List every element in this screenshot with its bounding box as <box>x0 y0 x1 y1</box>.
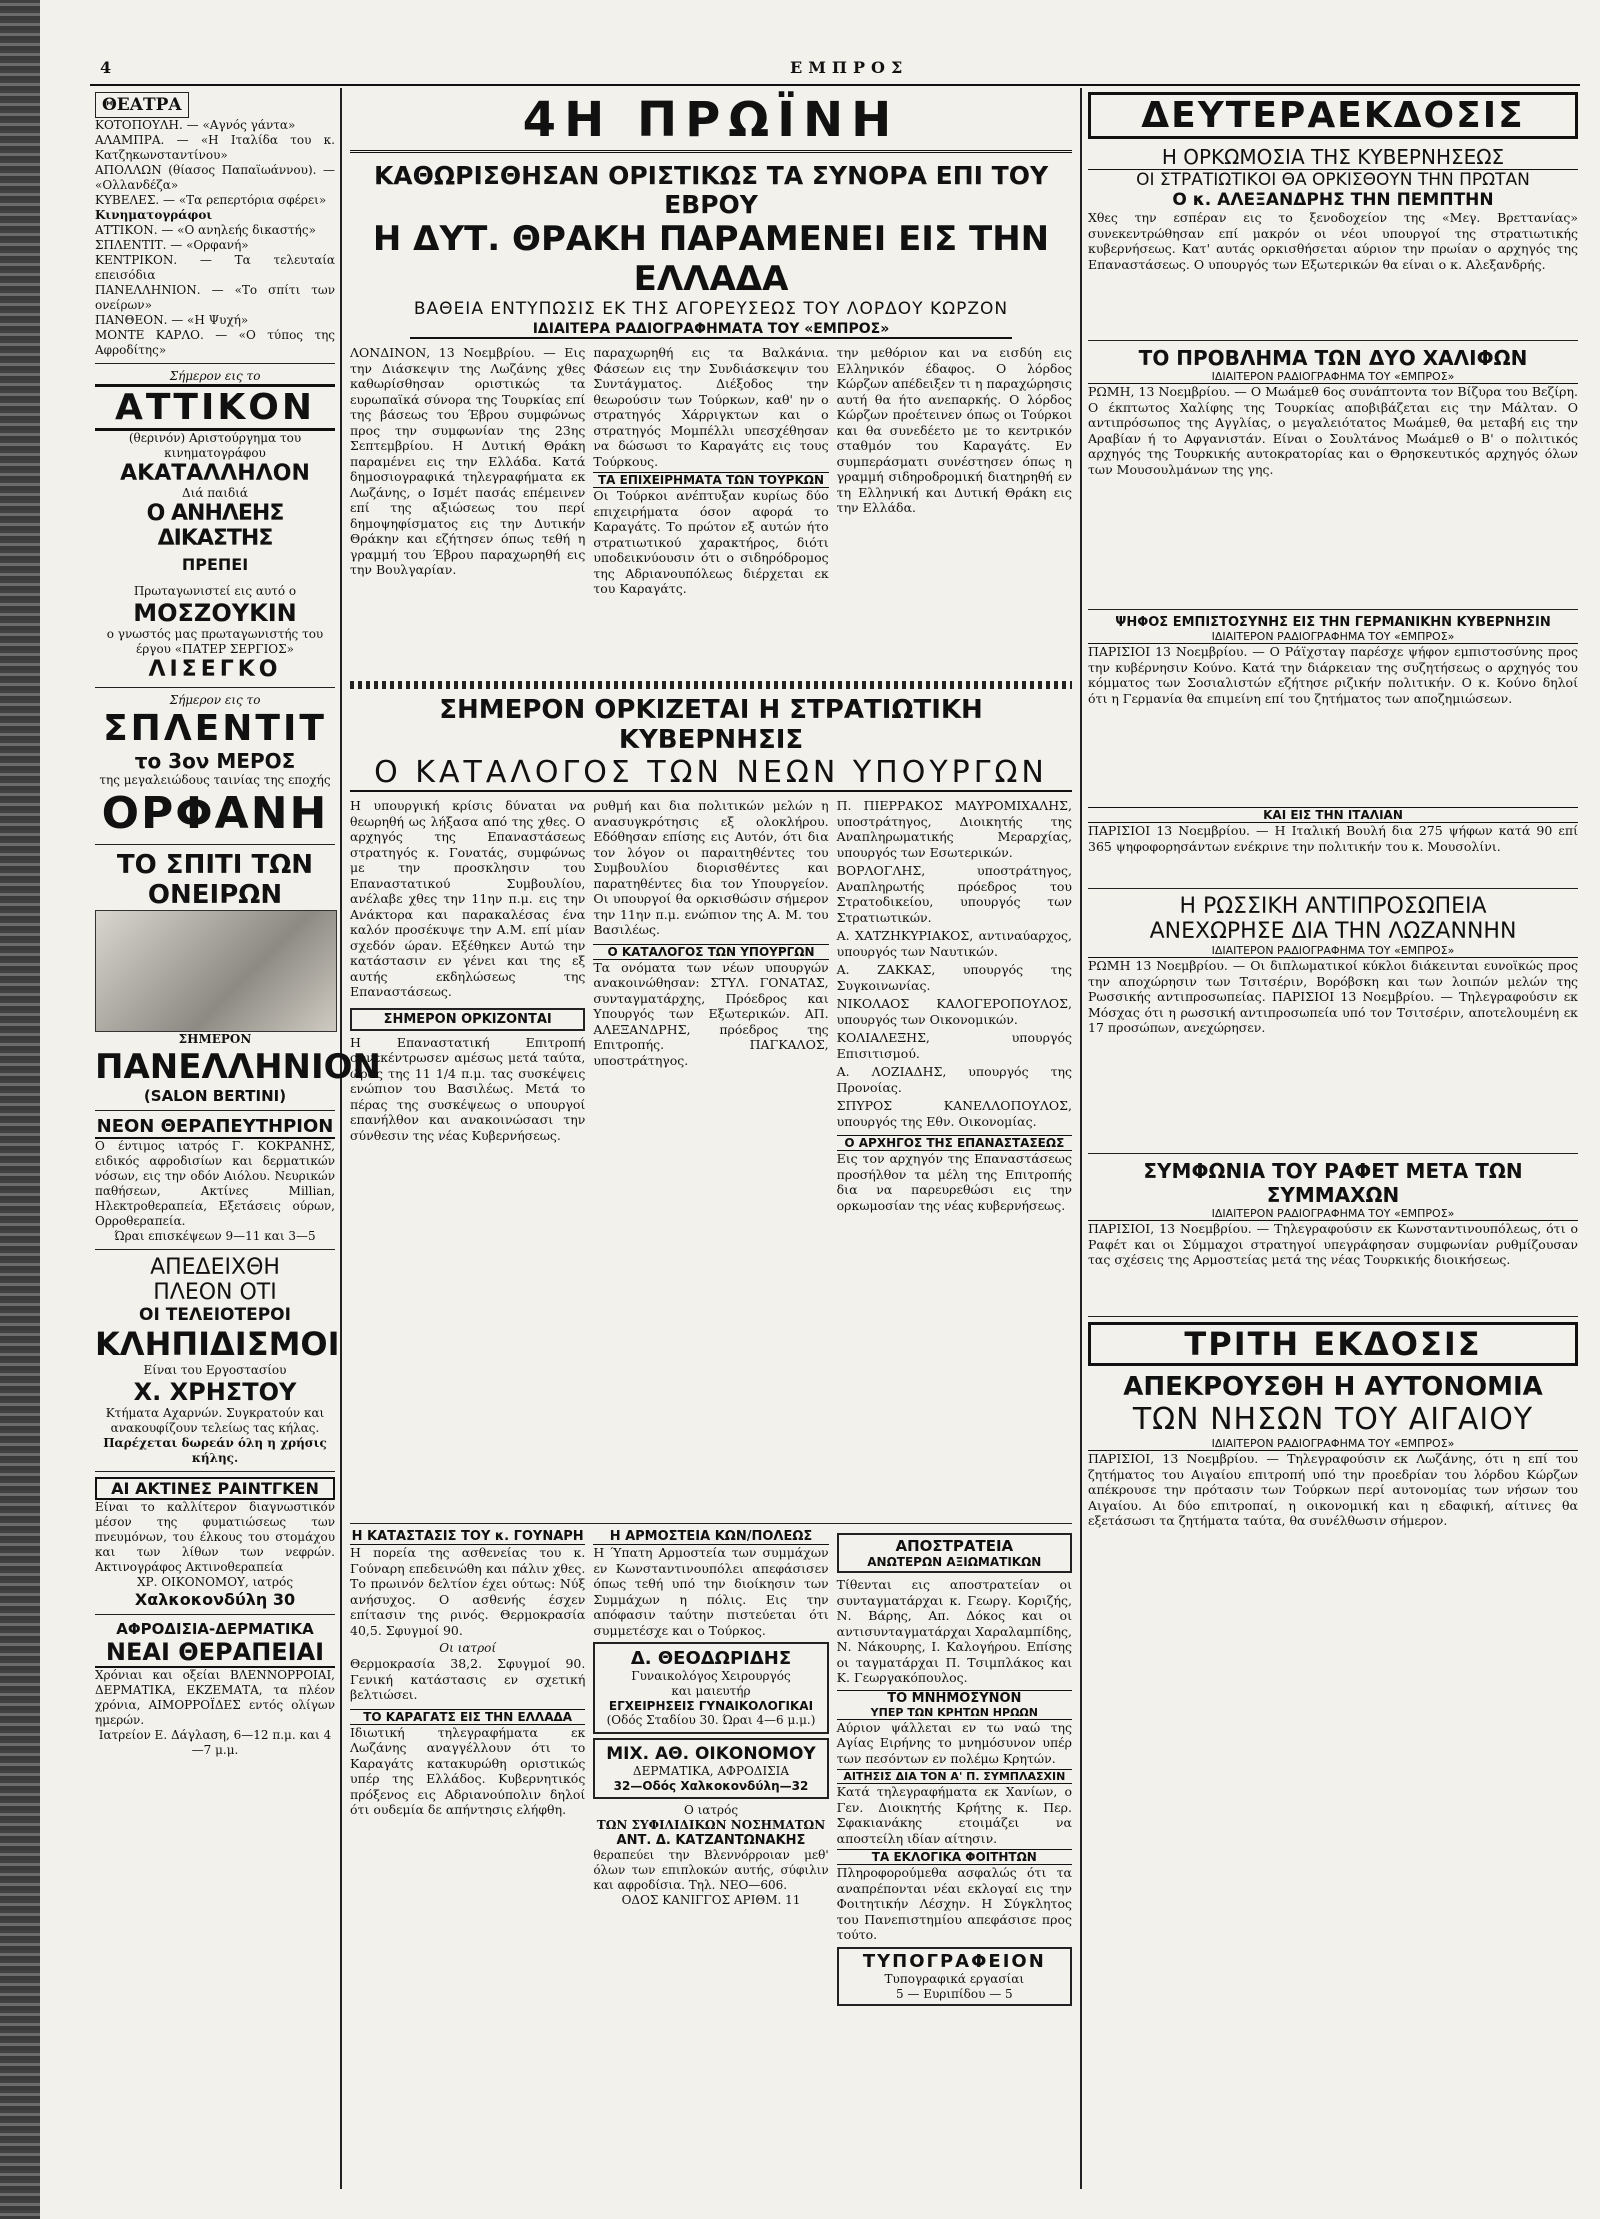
text-column <box>593 1529 828 2149</box>
ad-oikonomou <box>593 1738 828 1799</box>
theatre-line: ΜΟΝΤΕ ΚΑΡΛΟ. — «Ο τύπος της Αφροδίτης» <box>95 328 335 357</box>
edition-label: ΔΕΥΤΕΡΑΕΚΔΟΣΙΣ <box>1088 92 1578 139</box>
ad-address: Κτήματα Αχαρνών. Συγκρατούν και ανακουφίζουν τελείως τας κήλας. <box>105 1406 325 1435</box>
ad-venue: ΠΑΝΕΛΛΗΝΙΟΝ <box>95 1047 381 1087</box>
section-subheading: Ο ΚΑΤΑΛΟΓΟΣ ΤΩΝ ΥΠΟΥΡΓΩΝ <box>593 944 828 960</box>
section-box <box>350 1008 585 1031</box>
lower-center <box>350 1529 1072 2149</box>
article-text: ρυθμή και δια πολιτικών μελών η ανασυγκρότησις εξ ολοκλήρου. Εδόθησαν επίσης εις Αυτόν, ότι δια τον λόγον οι παραιτηθέντες του Συμβουλίου διορισθέντες και παρατηθέντες δια τον Υπουργείον. Οι υπουργοί θα ορκισθώσιν σήμερον την 11ην π.μ. ενώπιον της Α. Μ. του Βασιλέως. <box>593 798 829 937</box>
section-subheading: ΥΠΕΡ ΤΩΝ ΚΡΗΤΩΝ ΗΡΩΩΝ <box>837 1706 1072 1720</box>
minister-line: Α. ΖΑΚΚΑΣ, υπουργός της Συγκοινωνίας. <box>836 962 1072 993</box>
article-text: ΠΑΡΙΣΙΟΙ, 13 Νοεμβρίου. — Τηλεγραφούσιν εκ Λωζάνης, ότι η επί του ζητήματος του Αιγαίου επιτροπή υπό την προεδρίαν του λόρδου Κώρζων απέκρουσε την πρότασιν των Τούρκων περί αυτονομίας των νήσων του Αιγαίου. Αι δύο επιτροπαί, η οικονομική και η εδαφική, αίτινες θα εξετάσωσι τα ζητήματα ταύτα, θα συνέλθωσιν σήμερον. <box>1088 1451 1578 1528</box>
ad-kleptidismoi <box>95 1255 340 1466</box>
ad-star-note: ο γνωστός μας πρωταγωνιστής του έργου «ΠΑΤΕΡ ΣΕΡΓΙΟΣ» <box>106 627 324 656</box>
divider <box>95 844 335 845</box>
ad-venue-sub: (SALON BERTINI) <box>143 1087 287 1105</box>
center-column <box>350 92 1072 2182</box>
article-text: Τίθενται εις αποστρατείαν οι συνταγματάρχαι κ. Γεωργ. Κοριζής, Ν. Βάρης, Απ. Δόκος και οι αντισυνταγματάρχαι Χαραλαμπίδης, Ν. Νάκουρης, Ι. Καλογήρου. Επίσης οι ταγματάρχαι Π. Τσιμπλάκος και Κ. Γεωργακόπουλος. <box>836 1577 1072 1685</box>
divider <box>1088 1316 1578 1317</box>
divider <box>95 687 335 688</box>
text-column <box>593 798 828 1518</box>
ad-venue: ΣΠΛΕΝΤΙΤ <box>103 708 327 749</box>
divider <box>1088 1153 1578 1154</box>
text-column <box>837 798 1072 1518</box>
theatre-line: ΚΥΒΕΛΕΣ. — «Τα ρεπερτόρια σφέρει» <box>95 193 327 207</box>
edition-label: ΤΡΙΤΗ ΕΚΔΟΣΙΣ <box>1088 1322 1578 1366</box>
lead-headline: ΚΑΘΩΡΙΣΘΗΣΑΝ ΟΡΙΣΤΙΚΩΣ ΤΑ ΣΥΝΟΡΑ ΕΠΙ ΤΟΥ ΕΒΡΟΥ <box>373 161 1049 219</box>
article-text: ΠΑΡΙΣΙΟΙ 13 Νοεμβρίου. — Η Ιταλική Βουλή δια 275 ψήφων κατά 90 επί 365 ψηφοφορησάντων ενέκρινε την πολιτικήν του κ. Μουσολίνι. <box>1088 823 1578 854</box>
article-text: ΛΟΝΔΙΝΟΝ, 13 Νοεμβρίου. — Εις την Διάσκεψιν της Λωζάνης χθες καθωρίσθησαν οριστικώς τα ευρωπαϊκά σύνορα της Τουρκίας επί της βάσεως του Έβρου συμφώνως προς την συμφωνίαν της 23ης Σεπτεμβρίου. Η Δυτική Θράκη παραμένει εις την Ελλάδα. Κατά δημοσιογραφικά τηλεγραφήματα εκ Λωζάνης, ο Ισμέτ πασάς επέμεινεν επί της αξιώσεως του περί δημοψηφίσματος εις την Δυτικήν Θράκην και εζήτησεν όπως τεθή η γραμμή του Έβρου παραχωρηθή εις την Βουλγαρίαν. <box>350 345 586 577</box>
article-text: Τα ονόματα των νέων υπουργών ανακοινώθησαν: ΣΤΥΛ. ΓΟΝΑΤΑΣ, συνταγματάρχης, Πρόεδρος και Υπουργός των Εξωτερικών. ΑΠ. ΑΛΕΞΑΝΔΡΗΣ, πρόεδρος της Επιτροπής. ΠΑΓΚΑΛΟΣ, υποστράτηγος. <box>593 959 829 1068</box>
theatre-line: ΚΟΤΟΠΟΥΛΗ. — «Αγνός γάντα» <box>95 118 296 132</box>
ad-name: Δ. ΘΕΟΔΩΡΙΔΗΣ <box>630 1648 792 1669</box>
ad-film-title: ΤΟ ΣΠΙΤΙ ΤΩΝ ΟΝΕΙΡΩΝ <box>116 850 314 910</box>
ad-coactor: ΛΙΣΕΓΚΟ <box>148 657 282 682</box>
ad-lead: Ο ιατρός <box>683 1803 739 1817</box>
article-text: Θερμοκρασία 38,2. Σφυγμοί 90. Γενική κατάστασις εν σχετική βελτιώσει. <box>350 1656 586 1702</box>
article-text: Πληροφορούμεθα ασφαλώς ότι τα αναπρέπονται νέαι εκλογαί εις την Φοιτητικήν Λέσχην. Η Σύγκλητος του Πανεπιστημίου απεφάσισε προς τούτο. <box>836 1865 1072 1942</box>
ad-sub: (θερινόν) Αριστούργημα του κινηματογράφου <box>128 431 302 460</box>
minister-line: ΣΠΥΡΟΣ ΚΑΝΕΛΛΟΠΟΥΛΟΣ, υπουργός της Εθν. Οικονομίας. <box>836 1098 1072 1129</box>
theatre-line: ΠΑΝΘΕΟΝ. — «Η Ψυχή» <box>95 313 249 327</box>
theatres-list <box>95 118 335 358</box>
article-text: Η πορεία της ασθενείας του κ. Γούναρη επεδεινώθη και πάλιν χθες. Το πρωινόν δελτίον έχει ούτως: Νύξ ανήσυχος. Ο ασθενής έσχεν επίτασιν της ρινός. Θερμοκρασία 40,5. Σφυγμοί 90. <box>350 1545 586 1638</box>
divider <box>95 363 335 364</box>
ad-splendid <box>95 693 335 839</box>
article-text: ΡΩΜΗ 13 Νοεμβρίου. — Οι διπλωματικοί κύκλοι διάκεινται ευνοϊκώς προς την αποχώρησιν των Τσιτσέριν, Βορόβσκη και των λοιπών μελών της Ρωσσικής αντιπροσωπείας. ΠΑΡΙΣΙΟΙ 13 Νοεμβρίου. — Τηλεγραφούσιν εκ Μόσχας ότι η ρωσσική αντιπροσωπεία υπό τον Τσιτσέριν, αποτελουμένη εκ 17 προσώπων, ανεχώρησεν. <box>1088 958 1578 1035</box>
section-subheading: ΑΝΩΤΕΡΩΝ ΑΞΙΩΜΑΤΙΚΩΝ <box>867 1555 1042 1569</box>
theatre-line: ΑΤΤΙΚΟΝ. — «Ο ανηλεής δικαστής» <box>95 223 316 237</box>
theatre-line: ΠΑΝΕΛΛΗΝΙΟΝ. — «Το σπίτι των ονείρων» <box>95 283 335 312</box>
theatres-title: ΘΕΑΤΡΑ <box>95 92 189 118</box>
divider <box>95 1614 335 1615</box>
ad-venue: ΑΤΤΙΚΟΝ <box>95 384 335 431</box>
theatre-line: ΚΕΝΤΡΙΚΟΝ. — Τα τελευταία επεισόδια <box>95 253 335 282</box>
divider <box>350 1523 1072 1524</box>
divider <box>95 1471 335 1472</box>
ad-maker: Χ. ΧΡΗΣΤΟΥ <box>133 1378 297 1406</box>
minister-line: ΒΟΡΛΟΓΛΗΣ, υποστράτηγος, Αναπληρωτής πρόεδρος του Στρατοδικείου, υπουργός των Στρατιωτικών. <box>836 863 1072 925</box>
section-heading: ΣΥΜΦΩΝΙΑ ΤΟΥ ΡΑΦΕΤ ΜΕΤΑ ΤΩΝ ΣΥΜΜΑΧΩΝ <box>1143 1159 1523 1207</box>
ad-premiere: Πρωταγωνιστεί εις αυτό ο <box>133 584 297 598</box>
ad-title: ΝΕΟΝ ΘΕΡΑΠΕΥΤΗΡΙΟΝ <box>96 1116 334 1137</box>
ad-title: ΑΦΡΟΔΙΣΙΑ-ΔΕΡΜΑΤΙΚΑ <box>116 1620 314 1638</box>
article-text: Οι Τούρκοι ανέπτυξαν κυρίως δύο επιχειρήματα όσον αφορά το Καραγάτς. Το πρώτον εξ αυτών ήτο στρατιωτικού χαρακτήρος, διότι υποδεικνύουσιν ότι ο σιδηρόδρομος της Αδριανουπόλεως διέρχεται εκ του Καραγάτς. <box>593 488 829 596</box>
header-rule <box>90 84 1580 86</box>
article-text: Η Ύπατη Αρμοστεία των συμμάχων εν Κωνσταντινουπόλει απεφάσισεν όπως τεθή υπό την διοίκησιν των Συμμάχων η πόλις. Εις την απόφασιν ταύτην πιστεύεται ότι συμμετέσχε και ο Τούρκος. <box>593 1545 829 1638</box>
ad-illustration-image <box>95 910 337 1032</box>
lead-subheadline: ΒΑΘΕΙΑ ΕΝΤΥΠΩΣΙΣ ΕΚ ΤΗΣ ΑΓΟΡΕΥΣΕΩΣ ΤΟΥ ΛΟΡΔΟΥ ΚΩΡΖΟΝ <box>413 299 1009 319</box>
byline: ΙΔΙΑΙΤΕΡΟΝ ΡΑΔΙΟΓΡΑΦΗΜΑ ΤΟΥ «ΕΜΠΡΟΣ» <box>1088 370 1578 384</box>
theatre-line: ΣΠΛΕΝΤΙΤ. — «Ορφανή» <box>95 238 249 252</box>
section-heading: ΤΑ ΕΚΛΟΓΙΚΑ ΦΟΙΤΗΤΩΝ <box>837 1849 1072 1865</box>
section-heading: ΑΝΕΧΩΡΗΣΕ ΔΙΑ ΤΗΝ ΛΩΖΑΝΝΗΝ <box>1149 919 1517 944</box>
ad-title: ΑΙ ΑΚΤΙΝΕΣ ΡΑΙΝΤΓΚΕΝ <box>95 1477 335 1500</box>
ad-film-title: Ο ΑΝΗΛΕΗΣ ΔΙΚΑΣΤΗΣ <box>146 501 284 551</box>
section-heading: Η ΟΡΚΩΜΟΣΙΑ ΤΗΣ ΚΥΒΕΡΝΗΣΕΩΣ <box>1088 145 1578 170</box>
theatre-line: ΑΛΑΜΠΡΑ. — «Η Ιταλίδα του κ. Κατζηκωνσταντίνου» <box>95 133 335 162</box>
text-column <box>350 1529 585 2149</box>
section-heading: Η ΑΡΜΟΣΤΕΙΑ ΚΩΝ/ΠΟΛΕΩΣ <box>593 1529 828 1545</box>
ad-afrodisia <box>95 1620 335 1758</box>
byline: ΙΔΙΑΙΤΕΡΟΝ ΡΑΔΙΟΓΡΑΦΗΜΑ ΤΟΥ «ΕΜΠΡΟΣ» <box>1088 1437 1578 1451</box>
ad-address: (Οδός Σταδίου 30. Ώραι 4—6 μ.μ.) <box>606 1713 816 1727</box>
ad-lead: ΣΗΜΕΡΟΝ <box>178 1032 252 1046</box>
ad-sub: Τυπογραφικά εργασίαι <box>884 1971 1025 1986</box>
column-divider <box>340 88 342 2189</box>
ad-lead: Σήμερον εις το <box>169 693 261 707</box>
ad-tag: ΑΚΑΤΑΛΛΗΛΟΝ <box>120 461 310 486</box>
ad-attikon <box>95 369 335 682</box>
section-subheading: ΤΑ ΕΠΙΧΕΙΡΗΜΑΤΑ ΤΩΝ ΤΟΥΡΚΩΝ <box>593 472 828 488</box>
ad-body: Είναι το καλλίτερον διαγνωστικόν μέσον της φυματιώσεως των πνευμόνων, του έλκους του στομάχου και των λίθων των νεφρών. Ακτινογράφος Ακτινοθεραπεία <box>95 1500 335 1574</box>
minister-line: Α. ΧΑΤΖΗΚΥΡΙΑΚΟΣ, αντιναύαρχος, υπουργός των Ναυτικών. <box>836 928 1072 959</box>
section-heading: ΣΗΜΕΡΟΝ ΟΡΚΙΖΟΝΤΑΙ <box>383 1011 552 1027</box>
ad-line: ΟΙ ΤΕΛΕΙΟΤΕΡΟΙ <box>139 1305 291 1325</box>
ad-heading: ΝΕΑΙ ΘΕΡΑΠΕΙΑΙ <box>95 1638 335 1668</box>
section-heading: Η ΚΑΤΑΣΤΑΣΙΣ ΤΟΥ κ. ΓΟΥΝΑΡΗ <box>351 1529 584 1544</box>
ad-heading: ΤΩΝ ΣΥΦΙΛΙΔΙΚΩΝ ΝΟΣΗΜΑΤΩΝ <box>596 1818 826 1832</box>
minister-line: ΚΟΛΙΑΛΕΞΗΣ, υπουργός Επισιτισμού. <box>836 1030 1072 1061</box>
section-heading: Η ΡΩΣΣΙΚΗ ΑΝΤΙΠΡΟΣΩΠΕΙΑ <box>1179 894 1487 919</box>
minister-line: Π. ΠΙΕΡΡΑΚΟΣ ΜΑΥΡΟΜΙΧΑΛΗΣ, υποστράτηγος, Διοικητής της Αναπληρωματικής Μεραρχίας, υπουργός των Εσωτερικών. <box>836 798 1072 860</box>
ad-lead: Σήμερον εις το <box>169 369 261 383</box>
text-column <box>837 345 1072 675</box>
ad-body: Χρόνιαι και οξείαι ΒΛΕΝΝΟΡΡΟΙΑΙ, ΔΕΡΜΑΤΙΚΑ, ΕΚΖΕΜΑΤΑ, τα πλέον χρόνια, ΑΙΜΟΡΡΟΪΔΕΣ εντός ολίγων ημερών. <box>95 1668 335 1727</box>
ad-title: ΤΥΠΟΓΡΑΦΕΙΟΝ <box>862 1950 1046 1972</box>
ad-spiti-oneiron <box>95 850 381 1105</box>
ad-line: Γυναικολόγος Χειρουργός <box>631 1669 791 1683</box>
article-text: την μεθόριον και να εισδύη εις Ελληνικόν έδαφος. Ο λόρδος Κώρζων απέδειξεν τι η παραχώρησις αυτή θα ήτο ανεπαρκής. Ο λόρδος Κώρζων προέτεινεν όπως οι Τούρκοι και θα συνεδέετο με το κεντρικόν σταθμόν του Καραγάτς. Εν συμπεράσματι συνέστησεν όπως η γραμμή σιδηροδρομική διατηρηθή εν τη Ελληνική και Δυτική Θράκη εις την Ελλάδα. <box>836 345 1072 515</box>
article-text: ΡΩΜΗ, 13 Νοεμβρίου. — Ο Μωάμεθ 6ος συνάπτοντα τον Βίζυρα του Βεζίρη. Ο έκπτωτος Χαλίφης της Τουρκίας αποβιβάζεται εις την Μάλταν. Ο αντιπρόσωπος της Αγγλίας, ο μεγαλειότατος Μωάμεθ, θα μεταβή εις την Αραβίαν ή το Αφγανιστάν. Είναι ο Σουλτάνος Μωάμεθ ο Β' ο πολιτικός αρχηγός της Τουρκικής αυτοκρατορίας και ο Θρησκευτικός αρχηγός όλων των Μουσουλμάνων της γης. <box>1088 384 1578 477</box>
lead-byline: ΙΔΙΑΙΤΕΡΑ ΡΑΔΙΟΓΡΑΦΗΜΑΤΑ ΤΟΥ «ΕΜΠΡΟΣ» <box>410 321 1012 339</box>
section-subheading: Ο κ. ΑΛΕΞΑΝΔΡΗΣ ΤΗΝ ΠΕΜΠΤΗΝ <box>1172 190 1494 210</box>
text-column <box>350 798 585 1518</box>
ad-theodoridis <box>593 1642 828 1734</box>
byline: ΙΔΙΑΙΤΕΡΟΝ ΡΑΔΙΟΓΡΑΦΗΜΑ ΤΟΥ «ΕΜΠΡΟΣ» <box>1088 1207 1578 1221</box>
section-subheading: Ο ΑΡΧΗΓΟΣ ΤΗΣ ΕΠΑΝΑΣΤΑΣΕΩΣ <box>837 1135 1072 1151</box>
ad-title: ΚΛΗΠΙΔΙΣΜΟΙ <box>95 1325 340 1363</box>
ad-katzantonakis <box>593 1803 828 1908</box>
ornamental-rule <box>350 681 1072 689</box>
article-text: ΠΑΡΙΣΙΟΙ, 13 Νοεμβρίου. — Τηλεγραφούσιν εκ Κωνσταντινουπόλεως, ότι ο Ραφέτ και οι Σύμμαχοι στρατηγοί υπεγράφησαν συμφωνίαν ρυθμίζουσαν τας σχέσεις της Αρμοστείας μετά της νέας Τουρκικής διοικήσεως. <box>1088 1221 1578 1267</box>
article-text: Αύριον ψάλλεται εν τω ναώ της Αγίας Ειρήνης το μνημόσυνον υπέρ των πεσόντων εν πολέμω Κρητών. <box>836 1719 1072 1766</box>
section-heading: ΑΙΤΗΣΙΣ ΔΙΑ ΤΟΝ Α' Π. ΣΥΜΠΛΑΣΧΙΝ <box>837 1769 1072 1784</box>
theatre-line: ΑΠΟΛΛΩΝ (θίασος Παπαϊωάννου). — «Ολλανδέζα» <box>95 163 335 192</box>
ad-address: 32—Οδός Χαλκοκονδύλη—32 <box>613 1779 809 1793</box>
article-text: Η Επαναστατική Επιτροπή συνεκέντρωσεν αμέσως μετά ταύτα, ώρας της 11 1/4 π.μ. τας συσκέψεις ενώπιον του Βασιλέως. Μετά το πέρας της συσκέψεως ο υπουργοί επανήλθον και ανακοινώσασι την σύνθεσιν της νέας Κυβερνήσεως. <box>350 1034 586 1143</box>
section-subheading: ΚΑΙ ΕΙΣ ΤΗΝ ΙΤΑΛΙΑΝ <box>1088 807 1578 823</box>
cabinet-body <box>350 798 1072 1518</box>
minister-line: Α. ΛΟΖΙΑΔΗΣ, υπουργός της Προνοίας. <box>836 1064 1072 1095</box>
ad-body: Ο έντιμος ιατρός Γ. ΚΟΚΡΑΝΗΣ, ειδικός αφροδισίων και δερματικών νόσων, εις την οδόν Αιόλου. Νευρικών παθήσεων, Ακτίνες Millian, Ηλεκτροθεραπεία, Εξετάσεις ούρων, Ορροθεραπεία. <box>95 1139 335 1228</box>
column-divider <box>1080 88 1082 2189</box>
masthead: ΕΜΠΡΟΣ <box>790 58 909 77</box>
section-heading: ΨΗΦΟΣ ΕΜΠΙΣΤΟΣΥΝΗΣ ΕΙΣ ΤΗΝ ΓΕΡΜΑΝΙΚΗΝ ΚΥΒΕΡΝΗΣΙΝ <box>1115 615 1551 630</box>
ad-line: ΠΛΕΟΝ ΟΤΙ <box>153 1280 277 1305</box>
divider <box>95 1249 335 1250</box>
text-column <box>350 345 585 675</box>
byline: ΙΔΙΑΙΤΕΡΟΝ ΡΑΔΙΟΓΡΑΦΗΜΑ ΤΟΥ «ΕΜΠΡΟΣ» <box>1088 944 1578 958</box>
ad-maker-lead: Είναι του Εργοστασίου <box>143 1363 287 1377</box>
text-column <box>837 1529 1072 2149</box>
divider <box>1088 340 1578 341</box>
scan-binding-edge <box>0 0 40 2219</box>
ad-film-title: ΟΡΦΑΝΗ <box>101 788 329 839</box>
divider <box>1088 609 1578 610</box>
ad-star: ΜΟΣΖΟΥΚΙΝ <box>133 599 297 627</box>
lead-headline-main: Η ΔΥΤ. ΘΡΑΚΗ ΠΑΡΑΜΕΝΕΙ ΕΙΣ ΤΗΝ ΕΛΛΑΔΑ <box>372 219 1050 299</box>
ad-name: ΜΙΧ. ΑΘ. ΟΙΚΟΝΟΜΟΥ <box>606 1744 816 1764</box>
section-heading: ΤΩΝ ΝΗΣΩΝ ΤΟΥ ΑΙΓΑΙΟΥ <box>1132 1402 1534 1437</box>
cabinet-headline: ΣΗΜΕΡΟΝ ΟΡΚΙΖΕΤΑΙ Η ΣΤΡΑΤΙΩΤΙΚΗ ΚΥΒΕΡΝΗΣΙΣ <box>439 695 983 755</box>
ad-must: ΠΡΕΠΕΙ <box>181 555 249 574</box>
right-column <box>1088 92 1578 2182</box>
article-text: Χθες την εσπέραν εις το ξενοδοχείον της «Μεγ. Βρεττανίας» συνεκεντρώθησαν επί μακρόν οι νέοι υπουργοί της στρατιωτικής κυβερνήσεως. Κατ' αυτάς ορκισθήσεται αύριον την πρωίαν ο αρχηγός της Επαναστάσεως. Ο υπουργός των Εξωτερικών θα είναι ο κ. Αλεξανδρής. <box>1088 210 1578 272</box>
ads-column <box>95 92 381 2182</box>
article-text: παραχωρηθή εις τα Βαλκάνια. Φάσεων εις την Συνδιάσκεψιν του Συντάγματος. Διέξοδος την θεωρούσιν των Τούρκων, καθ' ην ο στρατηγός Χάρριγκτων και ο στρατηγός Μομπέλλι υπεσχέθησαν να δώσωσι το Καραγάτς εις τους Τούρκους. <box>593 345 829 469</box>
ad-doctor: ΧΡ. ΟΙΚΟΝΟΜΟΥ, ιατρός <box>136 1575 294 1589</box>
section-heading: ΑΠΟΣΤΡΑΤΕΙΑ <box>895 1537 1014 1555</box>
article-text: Εις τον αρχηγόν της Επαναστάσεως προσήλθον τα μέλη της Επιτροπής δια να παρευρεθώσι εις την ορκωμοσίαν της νέας κυβερνήσεως. <box>836 1151 1072 1213</box>
lead-story-body <box>350 345 1072 675</box>
ad-address: Χαλκοκονδύλη 30 <box>134 1590 296 1609</box>
article-text: Κατά τηλεγραφήματα εκ Χανίων, ο Γεν. Διοικητής Κρήτης κ. Περ. Σφακιανάκης ετοιμάζει να αποστείλη ιδίαν αίτησιν. <box>836 1784 1072 1846</box>
ad-rontgen <box>95 1477 335 1609</box>
ad-line: και μαιευτήρ <box>671 1684 751 1698</box>
article-text: ΠΑΡΙΣΙΟΙ 13 Νοεμβρίου. — Ο Ράϊχσταγ παρέσχε ψήφον εμπιστοσύνης προς την κυβέρνησιν Κούνο. Κατά την διάρκειαν της συζητήσεως ο αρχηγός του κόμματος των Σοσιαλιστών εζήτησε ριζικήν πολιτικήν. Ο κ. Κούνο δηλοί ότι η Γερμανία θα επιμείνη επί του ζητήματος των αποζημιώσεων. <box>1088 644 1578 706</box>
divider <box>95 1110 335 1111</box>
ad-subtag: Διά παιδιά <box>181 486 249 500</box>
ad-name: ΑΝΤ. Δ. ΚΑΤΖΑΝΤΩΝΑΚΗΣ <box>616 1833 806 1848</box>
section-box <box>837 1533 1072 1573</box>
ad-tykografeion <box>837 1947 1072 2006</box>
theatre-line: Κινηματογράφοι <box>95 208 213 222</box>
ad-note: της μεγαλειώδους ταινίας της εποχής <box>99 773 331 787</box>
article-text: Η υπουργική κρίσις δύναται να θεωρηθή ως λήξασα από της χθες. Ο αρχηγός της Επαναστάσεως στρατηγός κ. Γονατάς, συμφώνως με την προσκλησιν του Επαναστατικού Συμβουλίου, ανέλαβε χθες την 11ην π.μ. εις την Ανάκτορα και παρακαλέσας ένα καλόν προσέκυψε την Α.Μ. επί μίαν σχεδόν ώραν. Εξέθηκεν Αυτώ την κατάστασιν εν γένει και της εξ αυτής εκδηλώσεως της Επαναστάσεως. <box>350 798 586 999</box>
ad-therapeutirion <box>95 1116 335 1244</box>
section-heading: ΑΠΕΚΡΟΥΣΘΗ Η ΑΥΤΟΝΟΜΙΑ <box>1123 1372 1543 1402</box>
ad-offer: Παρέχεται δωρεάν όλη η χρήσις κήλης. <box>103 1436 327 1465</box>
ad-address: 5 — Ευριπίδου — 5 <box>895 1986 1013 2001</box>
page-number: 4 <box>100 58 112 77</box>
section-heading: ΤΟ ΜΝΗΜΟΣΥΝΟΝ <box>837 1690 1072 1706</box>
ad-body: θεραπεύει την Βλεννόρροιαν μεθ' όλων των επιπλοκών αυτής, σύφιλιν και αφροδίσια. Τηλ. ΝΕΟ—606. <box>593 1848 829 1892</box>
section-heading: ΤΟ ΠΡΟΒΛΗΜΑ ΤΩΝ ΔΥΟ ΧΑΛΙΦΩΝ <box>1138 346 1528 370</box>
ad-part: το 3ον ΜΕΡΟΣ <box>134 749 296 773</box>
article-text: Ιδιωτική τηλεγραφήματα εκ Λωζάνης αναγγέλλουν ότι το Καραγάτς κατακυρώθη οριστικώς υπέρ της Ελλάδος. Κυβερνητικός πρόξενος εις Αδριανούπολιν δηλοί ότι ουδεμία δε απήντησις ελήφθη. <box>350 1724 586 1817</box>
ad-line: ΔΕΡΜΑΤΙΚΑ, ΑΦΡΟΔΙΣΙΑ <box>632 1764 790 1778</box>
ad-address: ΟΔΟΣ ΚΑΝΙΓΓΟΣ ΑΡΙΘΜ. 11 <box>621 1893 801 1907</box>
minister-line: ΝΙΚΟΛΑΟΣ ΚΑΛΟΓΕΡΟΠΟΥΛΟΣ, υπουργός των Οικονομικών. <box>836 996 1072 1027</box>
edition-label: 4Η ΠΡΩΪΝΗ <box>350 92 1072 153</box>
ad-heading: ΕΓΧΕΙΡΗΣΕΙΣ ΓΥΝΑΙΚΟΛΟΓΙΚΑΙ <box>608 1699 814 1713</box>
byline: ΙΔΙΑΙΤΕΡΟΝ ΡΑΔΙΟΓΡΑΦΗΜΑ ΤΟΥ «ΕΜΠΡΟΣ» <box>1088 630 1578 644</box>
divider <box>1088 888 1578 889</box>
text-column <box>593 345 828 675</box>
section-heading: ΤΟ ΚΑΡΑΓΑΤΣ ΕΙΣ ΤΗΝ ΕΛΛΑΔΑ <box>350 1709 585 1725</box>
cabinet-subheadline: Ο ΚΑΤΑΛΟΓΟΣ ΤΩΝ ΝΕΩΝ ΥΠΟΥΡΓΩΝ <box>350 755 1072 792</box>
ad-line: ΑΠΕΔΕΙΧΘΗ <box>150 1255 280 1280</box>
section-subheading: ΟΙ ΣΤΡΑΤΙΩΤΙΚΟΙ ΘΑ ΟΡΚΙΣΘΟΥΝ ΤΗΝ ΠΡΩΤΑΝ <box>1136 170 1530 190</box>
ad-hours: Ιατρείον Ε. Δάγλαση, 6—12 π.μ. και 4—7 μ.μ. <box>98 1728 332 1757</box>
signature: Οι ιατροί <box>439 1641 497 1655</box>
ad-hours: Ώραι επισκέψεων 9—11 και 3—5 <box>114 1229 316 1243</box>
